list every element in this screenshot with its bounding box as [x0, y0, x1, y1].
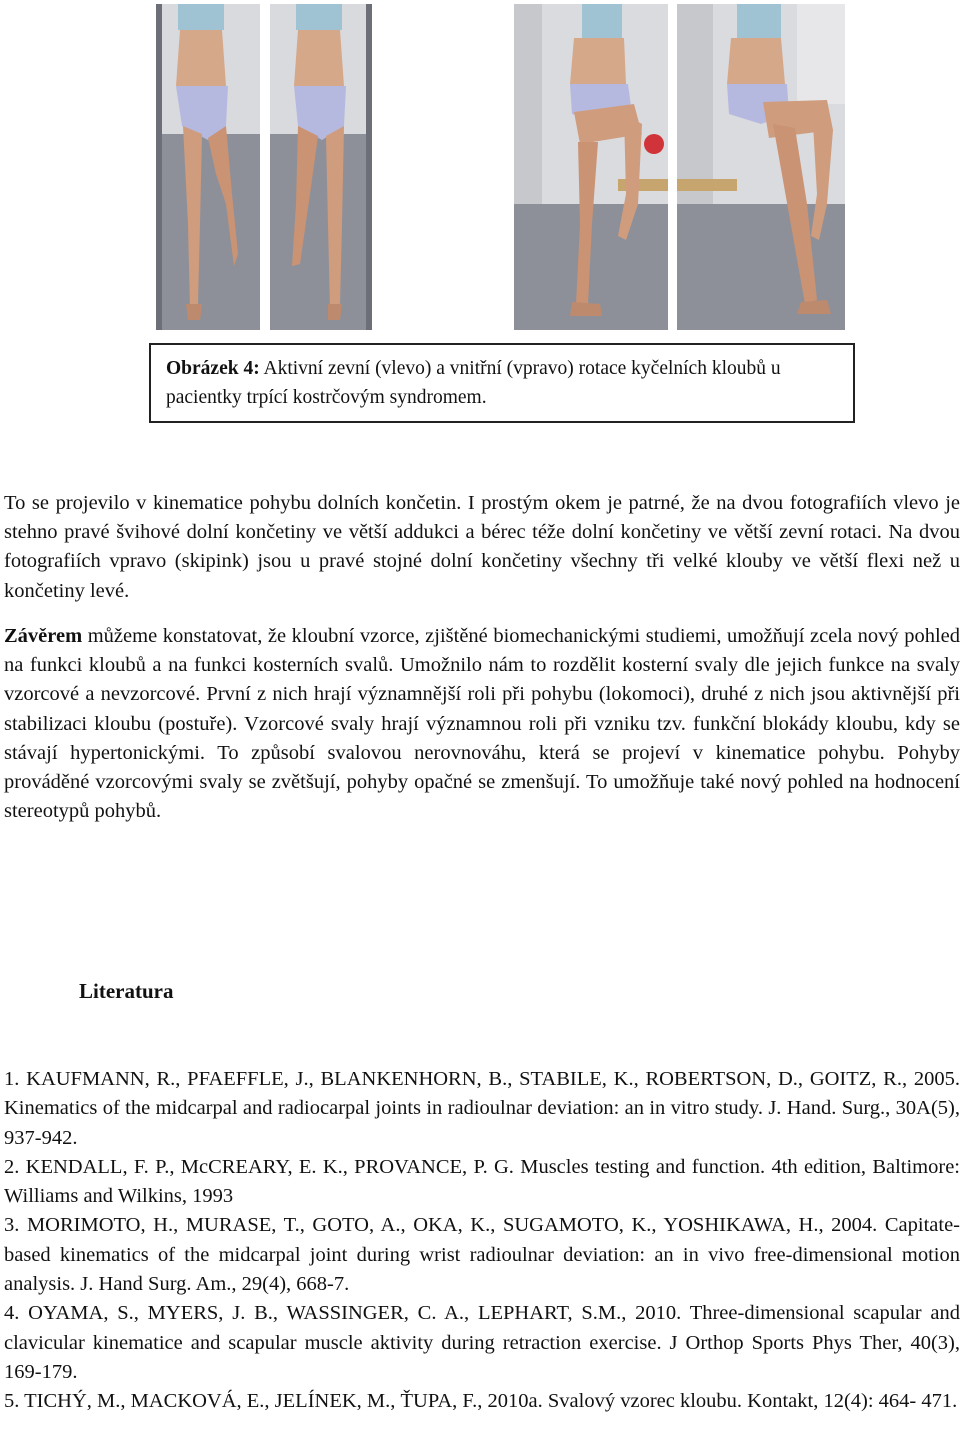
reference-item: 3. MORIMOTO, H., MURASE, T., GOTO, A., OKA, K., SUGAMOTO, K., YOSHIKAWA, H., 2004. Capitate-based kinematics of the midcarpal joint during wrist radioulnar deviation: an in vivo free-dimensional motion analysis. J. Hand Surg. Am., 29(4), 668-7. — [4, 1214, 960, 1296]
literature-heading: Literatura — [79, 979, 174, 1003]
figure-caption-label: Obrázek 4: — [166, 358, 260, 379]
conclusion-lead-word: Závěrem — [4, 625, 83, 647]
body-paragraph-2 — [4, 622, 960, 826]
reference-item: 5. TICHÝ, M., MACKOVÁ, E., JELÍNEK, M., ŤUPA, F., 2010a. Svalový vzorec kloubu. Kontakt, 12(4): 464- 471. — [4, 1390, 958, 1413]
rear-view-photo-1 — [156, 4, 260, 330]
rear-view-photo-2 — [270, 4, 372, 330]
figure-caption-text: Aktivní zevní (vlevo) a vnitřní (vpravo) rotace kyčelních kloubů u pacientky trpící kostrčovým syndromem. — [166, 358, 781, 408]
reference-list — [4, 1065, 960, 1417]
reference-item: 2. KENDALL, F. P., McCREARY, E. K., PROVANCE, P. G. Muscles testing and function. 4th edition, Baltimore: Williams and Wilkins, 1993 — [4, 1155, 960, 1208]
side-view-photo-2 — [677, 4, 845, 330]
figure-caption — [149, 343, 855, 423]
reference-item: 1. KAUFMANN, R., PFAEFFLE, J., BLANKENHORN, B., STABILE, K., ROBERTSON, D., GOITZ, R., 2005. Kinematics of the midcarpal and radiocarpal joints in radioulnar deviation: an in vitro study. J. Hand. Surg., 30A(5), 937-942. — [4, 1068, 960, 1149]
reference-item: 4. OYAMA, S., MYERS, J. B., WASSINGER, C. A., LEPHART, S.M., 2010. Three-dimensional scapular and clavicular kinematice and scapular muscle aktivity during retraction exercise. J Orthop Sports Phys Ther, 40(3), 169-179. — [4, 1302, 960, 1383]
side-view-photo-1 — [514, 4, 668, 330]
conclusion-text: můžeme konstatovat, že kloubní vzorce, zjištěné biomechanickými studiemi, umožňují zcela nový pohled na funkci kloubů a na funkci kosterních svalů. Umožnilo nám to rozdělit kosterní svaly dle jejich funkce na svaly vzorcové a nevzorcové. První z nich hrají významnější roli při pohybu (lokomoci), druhé z nich jsou aktivnější při stabilizaci kloubu (postuře). Vzorcové svaly hrají významnou roli při vzniku tzv. funkční blokády kloubu, kdy se stávají hypertonickými. To způsobí svalovou nerovnováhu, která se projeví v kinematice pohybu. Pohyby prováděné vzorcovými svaly se zvětšují, pohyby opačné se zmenšují. To umožňuje také nový pohled na hodnocení stereotypů pohybů. — [4, 625, 960, 823]
body-paragraph-1: To se projevilo v kinematice pohybu dolních končetin. I prostým okem je patrné, že na dvou fotografiích vlevo je stehno pravé švihové dolní končetiny ve větší addukci a bérec téže dolní končetiny ve větší zevní rotaci. Na dvou fotografiích vpravo (skipink) jsou u pravé stojné dolní končetiny všechny tři velké klouby ve větší flexi než u končetiny levé. — [4, 492, 960, 602]
